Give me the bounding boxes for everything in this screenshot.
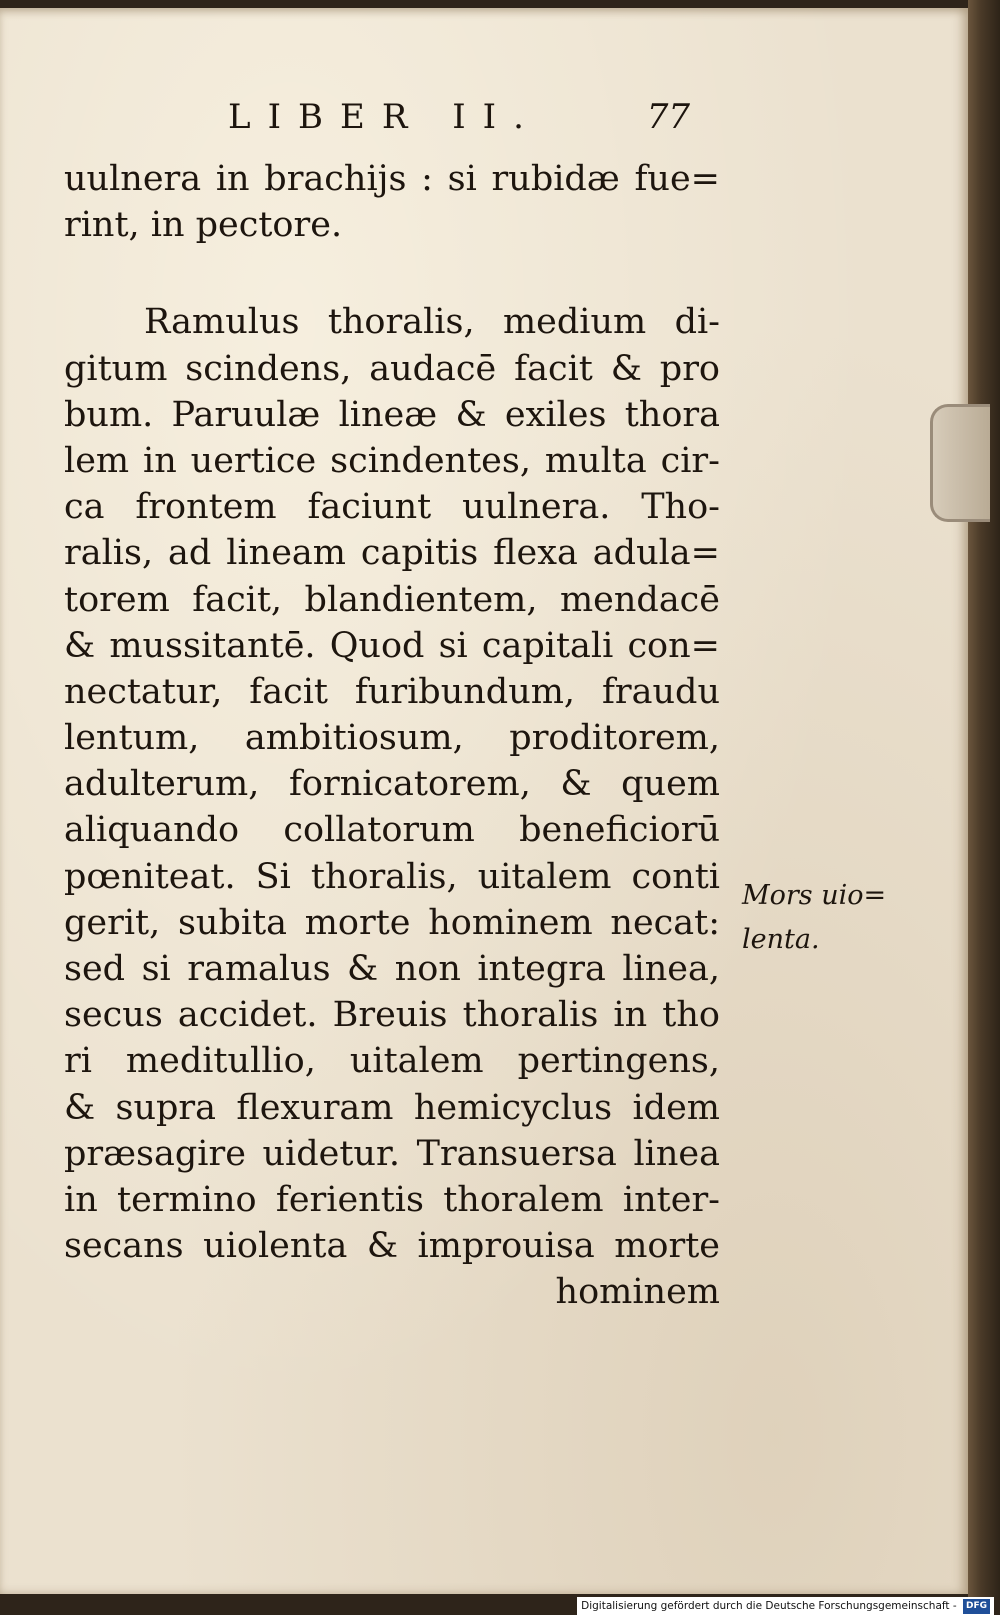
- text-line: præsagire uidetur. Transuersa linea: [64, 1133, 720, 1174]
- text-line: & supra flexuram hemicyclus idem: [64, 1087, 720, 1128]
- book-clasp: [930, 404, 990, 522]
- text-line: ralis, ad lineam capitis flexa adula=: [64, 533, 720, 574]
- running-title: LIBER II.: [228, 97, 541, 137]
- book-edge: [968, 0, 1000, 1600]
- text-line: nectatur, facit furibundum, fraudu: [64, 671, 720, 712]
- text-line: gerit, subita morte hominem necat:: [64, 902, 720, 943]
- text-line: lentum, ambitiosum, proditorem,: [64, 718, 720, 759]
- text-line: rint, in pectore.: [64, 205, 343, 246]
- paragraph-gap: [64, 248, 720, 299]
- text-line: torem facit, blandientem, mendacē: [64, 579, 720, 620]
- marginal-note-line: lenta.: [742, 924, 820, 955]
- marginal-note-line: Mors uio=: [742, 880, 887, 911]
- text-line: uulnera in brachijs : si rubidæ fue=: [64, 159, 720, 199]
- body-text: [64, 156, 720, 1316]
- text-line: ca frontem faciunt uulnera. Tho-: [64, 487, 720, 528]
- digitization-credit: [577, 1597, 994, 1615]
- text-line: Ramulus thoralis, medium di-: [144, 302, 720, 343]
- text-line: pœniteat. Si thoralis, uitalem conti: [64, 856, 720, 897]
- text-line: lem in uertice scindentes, multa cir-: [64, 440, 720, 481]
- text-line: secus accidet. Breuis thoralis in tho: [64, 995, 720, 1036]
- text-line: in termino ferientis thoralem inter-: [64, 1179, 720, 1220]
- text-line: aliquando collatorum beneficiorū: [64, 810, 720, 851]
- credit-text: Digitalisierung gefördert durch die Deutsche Forschungsgemeinschaft -: [581, 1600, 957, 1612]
- text-line: sed si ramalus & non integra linea,: [64, 949, 720, 989]
- paper-leaf: [0, 8, 968, 1594]
- catchword: hominem: [555, 1272, 720, 1313]
- text-line: adulterum, fornicatorem, & quem: [64, 764, 720, 805]
- text-line: ri meditullio, uitalem pertingens,: [64, 1041, 720, 1082]
- marginal-note: [742, 874, 902, 962]
- running-head: [228, 92, 698, 142]
- text-line: & mussitantē. Quod si capitali con=: [64, 625, 720, 666]
- page-number: 77: [646, 97, 690, 137]
- text-line: bum. Paruulæ lineæ & exiles thora: [64, 394, 720, 435]
- dfg-logo: DFG: [963, 1599, 990, 1614]
- text-line: secans uiolenta & improuisa morte: [64, 1226, 720, 1267]
- text-line: gitum scindens, audacē facit & pro: [64, 348, 720, 389]
